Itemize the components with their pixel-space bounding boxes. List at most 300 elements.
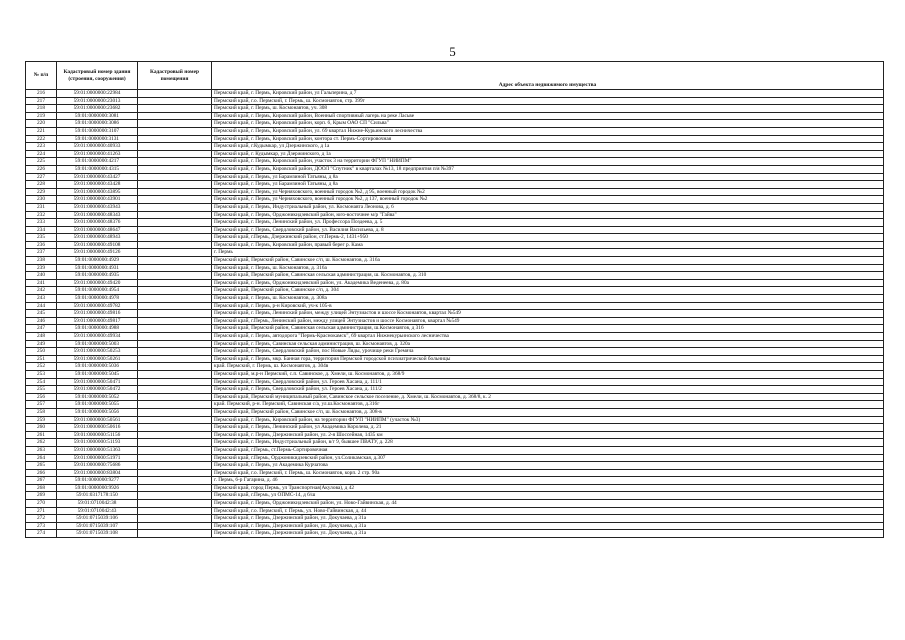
row-cadastral-room	[138, 272, 212, 280]
row-address: Пермский край, г. Пермь, ул Академика Курчатова	[212, 462, 884, 470]
row-address: Пермский край, г. Пермь, ул Барамзиной Татьяны, д 8а	[212, 173, 884, 181]
row-number: 259	[26, 416, 57, 424]
row-number: 267	[26, 477, 57, 485]
row-cadastral-building: 59:01:0000000:5045	[57, 370, 138, 378]
row-number: 216	[26, 90, 57, 98]
row-cadastral-building: 59:01:0715039:106	[57, 515, 138, 523]
row-cadastral-room	[138, 165, 212, 173]
row-cadastral-room	[138, 90, 212, 98]
row-address: Пермский край, г. Пермь, ул Барамзиной Татьяны, д 8а	[212, 181, 884, 189]
row-number: 274	[26, 530, 57, 538]
row-cadastral-building: 59:01:0000000:22984	[57, 90, 138, 98]
row-number: 247	[26, 325, 57, 333]
row-address: Пермский край, Пермский район, Савинская сельская администрация, ш.Космонавтов, д 316	[212, 325, 884, 333]
row-address: Пермский край, г.Кудымкар, ул Дзержинского, д 1а	[212, 143, 884, 151]
table-row	[26, 287, 884, 295]
row-address: край. Пермский, г. Пермь, ш. Космонавтов, д. 304в	[212, 363, 884, 371]
row-cadastral-building: 59:01:0000000:23682	[57, 105, 138, 113]
row-cadastral-room	[138, 477, 212, 485]
table-row	[26, 492, 884, 500]
row-address: Пермский край, г.Пермь, Орджоникидзевский район, ул.Соликамская, д.307	[212, 454, 884, 462]
row-number: 251	[26, 355, 57, 363]
row-address: Пермский край, г. Пермь, Кировский район, Военный спортивный лагерь на реке Ласьве	[212, 112, 884, 120]
row-number: 223	[26, 143, 57, 151]
row-number: 254	[26, 378, 57, 386]
row-address: Пермский край, г. Пермь, Дзержинский район, ул. Докучаева, д 31а	[212, 522, 884, 530]
row-number: 271	[26, 507, 57, 515]
row-address: Пермский край, г. Пермь, Дзержинский район, ул. 2-я Шоссейная, 1435 км	[212, 431, 884, 439]
row-cadastral-room	[138, 500, 212, 508]
row-address: Пермский край, г. Пермь, Свердловский район, ул. Героев Хасана, д. 111/2	[212, 386, 884, 394]
table-row	[26, 90, 884, 98]
row-cadastral-building: 59:01:0000000:4935	[57, 272, 138, 280]
row-cadastral-building: 59:01:0000000:41263	[57, 150, 138, 158]
row-cadastral-building: 59:01:0317178:150	[57, 492, 138, 500]
row-cadastral-room	[138, 424, 212, 432]
row-cadastral-room	[138, 249, 212, 257]
row-cadastral-building: 59:01:0000000:50261	[57, 355, 138, 363]
row-number: 235	[26, 234, 57, 242]
table-row	[26, 522, 884, 530]
row-number: 256	[26, 393, 57, 401]
table-row	[26, 203, 884, 211]
table-row	[26, 355, 884, 363]
row-cadastral-room	[138, 150, 212, 158]
row-cadastral-building: 59:01:0000000:49934	[57, 333, 138, 341]
row-address: г. Пермь	[212, 249, 884, 257]
row-address: Пермский край, г. Пермь, Кировский район, правый берег р. Кама	[212, 241, 884, 249]
row-cadastral-room	[138, 325, 212, 333]
row-number: 252	[26, 363, 57, 371]
row-cadastral-building: 59:01:0000000:4929	[57, 257, 138, 265]
table-row	[26, 143, 884, 151]
table-row	[26, 439, 884, 447]
row-address: Пермский край, г. Пермь, ш. Космонавтов, д. 316а	[212, 264, 884, 272]
row-address: Пермский край, Пермский муниципальный район, Савинское сельское поселение, д. Хмели, ш. Космонавтов, д. 368/8, к. 2	[212, 393, 884, 401]
row-address: Пермский край, г. Пермь, ш. Космонавтов, д. 308а	[212, 295, 884, 303]
row-number: 226	[26, 165, 57, 173]
row-number: 219	[26, 112, 57, 120]
row-cadastral-room	[138, 257, 212, 265]
row-cadastral-room	[138, 408, 212, 416]
table-row	[26, 401, 884, 409]
row-address: Пермский край, Пермский район, Савинская сельская администрация, ш. Космонавтов, д. 310	[212, 272, 884, 280]
row-cadastral-room	[138, 234, 212, 242]
row-cadastral-room	[138, 295, 212, 303]
table-row	[26, 386, 884, 394]
row-number: 245	[26, 310, 57, 318]
table-row	[26, 424, 884, 432]
row-number: 249	[26, 340, 57, 348]
row-cadastral-room	[138, 97, 212, 105]
row-address: Пермский край, г. Пермь, мкр. Банная гора, территория Пермской городской психиатрической больницы	[212, 355, 884, 363]
table-row	[26, 310, 884, 318]
table-row	[26, 120, 884, 128]
row-cadastral-room	[138, 416, 212, 424]
row-cadastral-building: 59:01:0000000:51193	[57, 439, 138, 447]
row-cadastral-building: 59:01:0000000:4954	[57, 287, 138, 295]
table-row	[26, 272, 884, 280]
table-row	[26, 363, 884, 371]
row-address: Пермский край, г. Пермь, Свердловский район, ул. Героев Хасана, д. 111/1	[212, 378, 884, 386]
row-cadastral-building: 59:01:0000000:3086	[57, 120, 138, 128]
row-address: Пермский край, г. Пермь, Кировский район, участок 3 на территории ФГУП "НИИПМ"	[212, 158, 884, 166]
table-header	[26, 62, 884, 90]
row-cadastral-room	[138, 219, 212, 227]
table-row	[26, 150, 884, 158]
row-number: 241	[26, 279, 57, 287]
row-address: Пермский край, г. Пермь, Кировский район, контора ст. Пермь-Сортировочная	[212, 135, 884, 143]
row-address: Пермский край, г. Пермь, ул Черняховского, военный городок №2, д 95, военный городок №2	[212, 188, 884, 196]
row-cadastral-building: 59:01:0000000:49816	[57, 310, 138, 318]
row-address: Пермский край, г. Пермь, Савинская сельская администрация, ш. Космонавтов, д. 320а	[212, 340, 884, 348]
table-row	[26, 333, 884, 341]
row-number: 272	[26, 515, 57, 523]
row-address: Пермский край, г. Пермь, Индустриальный район, ул. Космонавта Леонова, д. 6	[212, 203, 884, 211]
row-cadastral-building: 59:01:0000000:51363	[57, 446, 138, 454]
row-cadastral-building: 59:01:0000000:50616	[57, 424, 138, 432]
row-address: Пермский край, г. Пермь, Свердловский район, пос Новые Ляды, урочище реки Гремяча	[212, 348, 884, 356]
row-cadastral-building: 59:01:0000000:49817	[57, 317, 138, 325]
page-number: 5	[449, 44, 456, 59]
row-cadastral-building: 59:01:0000000:5055	[57, 401, 138, 409]
property-table	[25, 61, 884, 538]
row-cadastral-room	[138, 530, 212, 538]
row-cadastral-building: 59:01:0715039:108	[57, 530, 138, 538]
row-address: Пермский край, г. Пермь, Свердловский район, ул. Василия Васильева, д. 8	[212, 226, 884, 234]
row-cadastral-room	[138, 143, 212, 151]
table-row	[26, 462, 884, 470]
row-cadastral-room	[138, 127, 212, 135]
table-row	[26, 219, 884, 227]
row-cadastral-building: 59:01:0000000:50472	[57, 386, 138, 394]
row-number: 265	[26, 462, 57, 470]
row-address: Пермский край, Пермский район, Савинское с/п, д. 304	[212, 287, 884, 295]
row-cadastral-room	[138, 522, 212, 530]
row-address: г. Пермь, 6-р Гагарина, д. 46	[212, 477, 884, 485]
row-cadastral-building: 59:01:0000000:5056	[57, 408, 138, 416]
row-cadastral-building: 59:01:0000000:3131	[57, 135, 138, 143]
row-address: Пермский край, г. Пермь, Ленинский район, ул. Профессора Поздеева, д. 5	[212, 219, 884, 227]
row-cadastral-building: 59:01:0000000:48943	[57, 234, 138, 242]
row-cadastral-room	[138, 515, 212, 523]
row-cadastral-building: 59:01:0000000:9926	[57, 484, 138, 492]
row-cadastral-room	[138, 302, 212, 310]
row-number: 243	[26, 295, 57, 303]
row-cadastral-building: 59:01:0000000:4315	[57, 165, 138, 173]
row-cadastral-building: 59:01:0000000:50561	[57, 416, 138, 424]
table-row	[26, 515, 884, 523]
table-row	[26, 264, 884, 272]
row-cadastral-room	[138, 386, 212, 394]
table-row	[26, 393, 884, 401]
row-cadastral-room	[138, 120, 212, 128]
table-row	[26, 158, 884, 166]
table-row	[26, 348, 884, 356]
row-address: Пермский край, г.Пермь, ул ОПМС-14, д 6/ш	[212, 492, 884, 500]
table-row	[26, 249, 884, 257]
row-cadastral-room	[138, 454, 212, 462]
row-cadastral-room	[138, 241, 212, 249]
row-number: 221	[26, 127, 57, 135]
row-address: Пермский край, г. Пермь, ул Черняховского, военный городок №2, д 137, военный городок №2	[212, 196, 884, 204]
row-cadastral-building: 59:01:0000000:43428	[57, 181, 138, 189]
header-cadastral-room: Кадастровый номер помещения	[138, 62, 212, 90]
table-row	[26, 370, 884, 378]
row-address: Пермский край, г. Пермь, Кировский район, ДООЛ "Спутник" в кварталах №13, 18 предприятия п/я №397	[212, 165, 884, 173]
row-number: 273	[26, 522, 57, 530]
row-number: 224	[26, 150, 57, 158]
row-cadastral-building: 59:01:0000000:49420	[57, 279, 138, 287]
row-cadastral-room	[138, 370, 212, 378]
row-cadastral-room	[138, 469, 212, 477]
row-address: Пермский край, г. Пермь, Кировский район, ул. 69 квартал Нижне-Курьинского лесничества	[212, 127, 884, 135]
table-row	[26, 477, 884, 485]
row-number: 228	[26, 181, 57, 189]
table-row	[26, 181, 884, 189]
row-number: 258	[26, 408, 57, 416]
row-number: 263	[26, 446, 57, 454]
row-cadastral-building: 59:01:0000000:43427	[57, 173, 138, 181]
row-address: Пермский край, г. Пермь, Кировский район, на территории ФГУП "НИИПМ" (участок №3)	[212, 416, 884, 424]
table-row	[26, 530, 884, 538]
row-cadastral-room	[138, 196, 212, 204]
row-address: Пермский край, г. Пермь, Орджоникидзевский район, юго-восточнее м/р "Гайва"	[212, 211, 884, 219]
row-cadastral-building: 59:01:0000000:23013	[57, 97, 138, 105]
row-address: Пермский край, г. Пермь, автодорога "Пермь-Краснокамск", 69 квартал Нижнекурьинского лесничества	[212, 333, 884, 341]
table-row	[26, 302, 884, 310]
header-address-spacer	[212, 62, 884, 83]
row-number: 218	[26, 105, 57, 113]
row-cadastral-building: 59:01:0000000:3081	[57, 112, 138, 120]
row-number: 257	[26, 401, 57, 409]
row-cadastral-room	[138, 355, 212, 363]
row-number: 262	[26, 439, 57, 447]
row-number: 229	[26, 188, 57, 196]
row-cadastral-building: 59:01:0000000:4988	[57, 325, 138, 333]
row-cadastral-room	[138, 507, 212, 515]
row-number: 269	[26, 492, 57, 500]
row-number: 268	[26, 484, 57, 492]
table-row	[26, 295, 884, 303]
row-number: 240	[26, 272, 57, 280]
row-cadastral-room	[138, 158, 212, 166]
table-row	[26, 431, 884, 439]
row-address: Пермский край, г. Пермь, Кировский район, ул Гальперина, д 7	[212, 90, 884, 98]
row-number: 231	[26, 203, 57, 211]
row-number: 237	[26, 249, 57, 257]
row-address: Пермский край, г. Пермь, Кировский район, корп. 6, Крым ОАО СП "Сильва"	[212, 120, 884, 128]
table-row	[26, 97, 884, 105]
row-number: 230	[26, 196, 57, 204]
row-address: Пермский край, г. Кудымкар, ул Дзержинского, д 1а	[212, 150, 884, 158]
row-address: Пермский край, город Пермь, ул Транспортная(Акулова), д 42	[212, 484, 884, 492]
table-row	[26, 500, 884, 508]
row-cadastral-room	[138, 264, 212, 272]
row-cadastral-building: 59:01:0000000:5003	[57, 340, 138, 348]
row-cadastral-building: 59:01:0000000:51156	[57, 431, 138, 439]
row-number: 233	[26, 219, 57, 227]
row-number: 227	[26, 173, 57, 181]
row-cadastral-room	[138, 340, 212, 348]
row-number: 244	[26, 302, 57, 310]
table-row	[26, 105, 884, 113]
row-cadastral-building: 59:01:0000000:4978	[57, 295, 138, 303]
row-number: 220	[26, 120, 57, 128]
table-row	[26, 196, 884, 204]
row-cadastral-room	[138, 188, 212, 196]
row-cadastral-room	[138, 401, 212, 409]
row-number: 261	[26, 431, 57, 439]
row-cadastral-building: 59:01:0000000:48343	[57, 211, 138, 219]
header-num: № п/п	[26, 62, 57, 90]
row-address: Пермский край, г.Пермь, Ленинский район, между улицей Энтузиастов и шоссе Космонавтов, квартал №549	[212, 317, 884, 325]
row-address: Пермский край, Пермский район, Савинское с/п, ш. Космонавтов, д. 308-в	[212, 408, 884, 416]
table-row	[26, 340, 884, 348]
row-cadastral-room	[138, 431, 212, 439]
table-row	[26, 188, 884, 196]
table-row	[26, 317, 884, 325]
row-cadastral-room	[138, 287, 212, 295]
row-number: 255	[26, 386, 57, 394]
row-cadastral-room	[138, 226, 212, 234]
header-cadastral-building: Кадастровый номер здания (строения, сооружения)	[57, 62, 138, 90]
row-cadastral-room	[138, 181, 212, 189]
row-cadastral-room	[138, 348, 212, 356]
table-row	[26, 378, 884, 386]
row-address: край. Пермский, р-н. Пермский, Савинская с/а, ул.ш.Космонавтов, д.316г	[212, 401, 884, 409]
row-cadastral-building: 59:01:0000000:5036	[57, 363, 138, 371]
row-cadastral-building: 59:01:0000000:49126	[57, 249, 138, 257]
row-address: Пермский край, г. Пермь, Дзержинский район, ул. Докучаева, д 31а	[212, 515, 884, 523]
row-address: Пермский край, г. Пермь, Орджоникидзевский район, ул. Ново-Гайвинская, д. 44	[212, 500, 884, 508]
row-cadastral-room	[138, 378, 212, 386]
row-cadastral-room	[138, 203, 212, 211]
row-cadastral-building: 59:01:0715039:107	[57, 522, 138, 530]
table-row	[26, 408, 884, 416]
row-address: Пермский край, г. Пермь, Ленинский район, ул Академика Королева, д. 21	[212, 424, 884, 432]
row-cadastral-building: 59:01:0710042:38	[57, 500, 138, 508]
row-cadastral-room	[138, 363, 212, 371]
row-address: Пермский край, Пермский район, Савинское с/п, ш. Космонавтов, д. 316а	[212, 257, 884, 265]
row-number: 239	[26, 264, 57, 272]
table-row	[26, 211, 884, 219]
table-row	[26, 257, 884, 265]
row-address: Пермский край, г.Пермь, Дзержинский район, ст.Пермь-2, 1431+950	[212, 234, 884, 242]
row-cadastral-room	[138, 393, 212, 401]
row-number: 225	[26, 158, 57, 166]
row-number: 266	[26, 469, 57, 477]
row-number: 260	[26, 424, 57, 432]
table-row	[26, 165, 884, 173]
row-cadastral-building: 59:01:0000000:49782	[57, 302, 138, 310]
table-row	[26, 454, 884, 462]
row-cadastral-building: 59:01:0000000:48647	[57, 226, 138, 234]
row-number: 232	[26, 211, 57, 219]
table-row	[26, 325, 884, 333]
row-number: 264	[26, 454, 57, 462]
row-address: Пермский край, м.р-н Пермский, с.п. Савинское, д. Хмели, ш. Космонавтов, д. 368/9	[212, 370, 884, 378]
row-address: Пермский край, г. Пермь, ш. Космонавтов, уч. 308	[212, 105, 884, 113]
row-cadastral-room	[138, 317, 212, 325]
row-cadastral-building: 59:01:0710042:43	[57, 507, 138, 515]
table-row	[26, 469, 884, 477]
row-cadastral-building: 59:01:0000000:83804	[57, 469, 138, 477]
row-cadastral-building: 59:01:0000000:75686	[57, 462, 138, 470]
row-number: 222	[26, 135, 57, 143]
row-cadastral-room	[138, 105, 212, 113]
row-cadastral-room	[138, 310, 212, 318]
row-cadastral-room	[138, 484, 212, 492]
row-address: Пермский край, г. Пермь, Орджоникидзевский район, ул. Академика Веденеева, д. 80а	[212, 279, 884, 287]
row-number: 234	[26, 226, 57, 234]
row-cadastral-room	[138, 173, 212, 181]
table-row	[26, 112, 884, 120]
row-cadastral-building: 59:01:0000000:51971	[57, 454, 138, 462]
row-cadastral-room	[138, 211, 212, 219]
row-address: Пермский край, г. Пермь, Ленинский район, между улицей Энтузиастов и шоссе Космонавтов, квартал №549	[212, 310, 884, 318]
row-address: Пермский край, г.о. Пермский, г. Пермь, ш. Космонавтов, стр. 399г	[212, 97, 884, 105]
table-row	[26, 135, 884, 143]
row-address: Пермский край, г. Пермь, Индустриальный район, в/г 9, бывшее ПВАТУ, д. 228	[212, 439, 884, 447]
table-row	[26, 484, 884, 492]
row-cadastral-room	[138, 279, 212, 287]
table-row	[26, 416, 884, 424]
row-number: 248	[26, 333, 57, 341]
table-body	[26, 90, 884, 538]
property-table-container	[25, 61, 883, 538]
row-cadastral-room	[138, 439, 212, 447]
row-address: Пермский край, г. Пермь, р-н Кировский, уч-к 105-в	[212, 302, 884, 310]
row-cadastral-building: 59:01:0000000:5052	[57, 393, 138, 401]
row-cadastral-building: 59:01:0000000:43943	[57, 203, 138, 211]
row-address: Пермский край, г.о. Пермский, г. Пермь, ул. Ново-Гайвинская, д. 44	[212, 507, 884, 515]
table-row	[26, 127, 884, 135]
row-cadastral-room	[138, 135, 212, 143]
table-row	[26, 226, 884, 234]
table-row	[26, 507, 884, 515]
row-number: 270	[26, 500, 57, 508]
row-cadastral-building: 59:01:0000000:4217	[57, 158, 138, 166]
row-address: Пермский край, г.о. Пермский, г. Пермь, ш. Космонавтов, корп. 2 стр. 90а	[212, 469, 884, 477]
row-address: Пермский край, г.Пермь, ст.Пермь-Сортировочная	[212, 446, 884, 454]
table-row	[26, 173, 884, 181]
row-cadastral-room	[138, 492, 212, 500]
row-cadastral-building: 59:01:0000000:4931	[57, 264, 138, 272]
row-cadastral-room	[138, 333, 212, 341]
row-cadastral-building: 59:01:0000000:43895	[57, 188, 138, 196]
row-cadastral-building: 59:01:0000000:43901	[57, 196, 138, 204]
row-number: 217	[26, 97, 57, 105]
table-row	[26, 279, 884, 287]
header-address: Адрес объекта недвижимого имущества	[212, 82, 884, 90]
row-cadastral-building: 59:01:0000000:40933	[57, 143, 138, 151]
row-number: 250	[26, 348, 57, 356]
table-row	[26, 241, 884, 249]
row-number: 236	[26, 241, 57, 249]
row-cadastral-room	[138, 112, 212, 120]
row-number: 246	[26, 317, 57, 325]
row-number: 242	[26, 287, 57, 295]
row-cadastral-building: 59:01:0000000:49108	[57, 241, 138, 249]
table-row	[26, 446, 884, 454]
row-cadastral-building: 59:01:0000000:48376	[57, 219, 138, 227]
row-cadastral-building: 59:01:0000000:9277	[57, 477, 138, 485]
row-cadastral-room	[138, 446, 212, 454]
row-cadastral-room	[138, 462, 212, 470]
row-cadastral-building: 59:01:0000000:50253	[57, 348, 138, 356]
row-number: 253	[26, 370, 57, 378]
